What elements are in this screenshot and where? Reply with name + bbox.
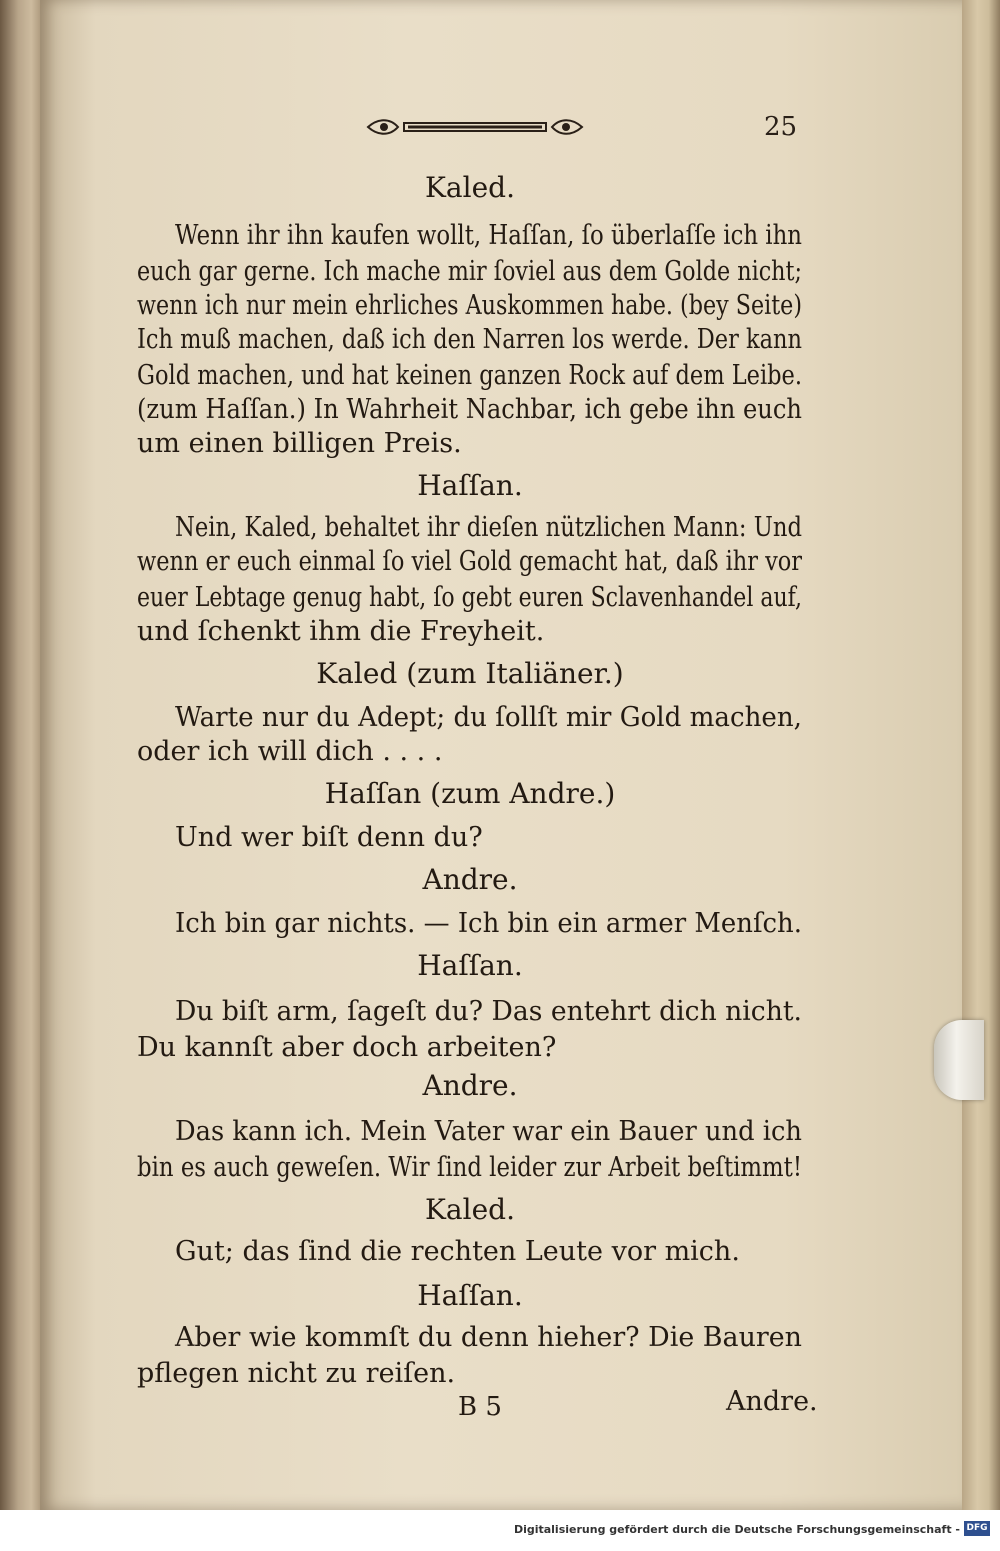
- text-line: pflegen nicht zu reiſen.: [137, 1358, 456, 1389]
- speaker-name: Haſſan.: [417, 949, 523, 982]
- text-line: Du biſt arm, ſageſt du? Das entehrt dich nicht.: [175, 996, 802, 1027]
- footer-credit: Digitalisierung gefördert durch die Deutsche Forschungsgemeinschaft -: [513, 1523, 960, 1536]
- text-line: Warte nur du Adept; du ſollſt mir Gold machen,: [175, 702, 802, 733]
- text-line: um einen billigen Preis.: [137, 428, 462, 459]
- text-line: Du kannſt aber doch arbeiten?: [137, 1032, 557, 1063]
- page-number: 25: [764, 112, 798, 142]
- speaker-name: Haſſan.: [417, 1279, 523, 1312]
- text-line: und ſchenkt ihm die Freyheit.: [137, 616, 545, 647]
- book-right-page-edge: [962, 0, 1000, 1510]
- page-clip: [934, 1020, 984, 1100]
- text-line: Nein, Kaled, behaltet ihr dieſen nützlichen Mann: Und: [175, 512, 802, 543]
- text-line: Wenn ihr ihn kaufen wollt, Haſſan, ſo überlaſſe ich ihn: [175, 220, 802, 251]
- text-line: euch gar gerne. Ich mache mir ſoviel aus dem Golde nicht;: [137, 256, 802, 287]
- text-line: Ich muß machen, daß ich den Narren los werde. Der kann: [137, 324, 802, 355]
- footer-bar: [0, 1510, 1000, 1551]
- text-line: oder ich will dich . . . .: [137, 736, 443, 767]
- text-line: Ich bin gar nichts. — Ich bin ein armer Menſch.: [175, 908, 802, 939]
- catchword: Andre.: [726, 1386, 818, 1417]
- text-line: Und wer biſt denn du?: [175, 822, 483, 853]
- text-line: Aber wie kommſt du denn hieher? Die Bauren: [175, 1322, 802, 1353]
- speaker-name: Kaled.: [425, 1193, 515, 1226]
- speaker-name: Andre.: [422, 1069, 518, 1102]
- text-line: Gold machen, und hat keinen ganzen Rock auf dem Leibe.: [137, 360, 802, 391]
- speaker-name: Andre.: [422, 863, 518, 896]
- text-line: wenn ich nur mein ehrliches Auskommen habe. (bey Seite): [137, 290, 802, 321]
- text-line: euer Lebtage genug habt, ſo gebt euren Sclavenhandel auf,: [137, 582, 802, 613]
- header-ornament: [360, 112, 590, 142]
- speaker-name: Haſſan.: [417, 469, 523, 502]
- dfg-logo: DFG: [964, 1521, 990, 1536]
- text-line: bin es auch geweſen. Wir ſind leider zur Arbeit beſtimmt!: [137, 1152, 802, 1183]
- text-line: wenn er euch einmal ſo viel Gold gemacht hat, daß ihr vor: [137, 546, 802, 577]
- speaker-name: Kaled (zum Italiäner.): [316, 657, 624, 690]
- signature-mark: B 5: [458, 1392, 502, 1422]
- speaker-name: Kaled.: [425, 171, 515, 204]
- text-line: (zum Haſſan.) In Wahrheit Nachbar, ich gebe ihn euch: [137, 394, 802, 425]
- speaker-name: Haſſan (zum Andre.): [324, 777, 616, 810]
- text-line: Das kann ich. Mein Vater war ein Bauer und ich: [175, 1116, 802, 1147]
- text-line: Gut; das ſind die rechten Leute vor mich.: [175, 1236, 740, 1267]
